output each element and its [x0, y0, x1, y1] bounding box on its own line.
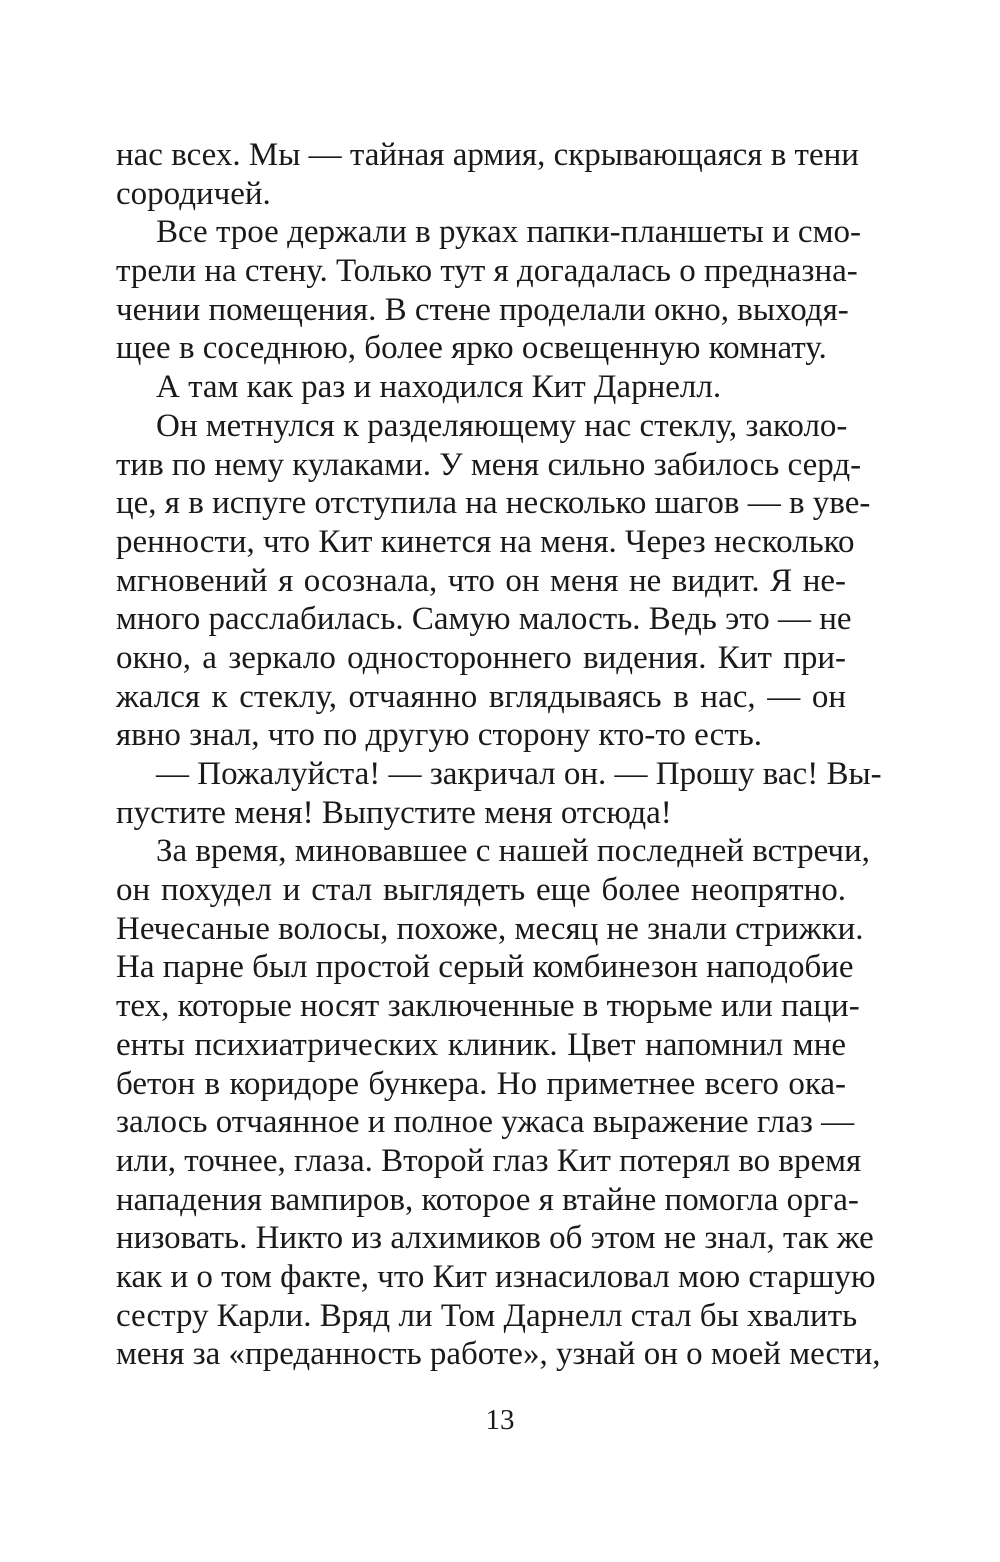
text-line: На парне был простой серый комбинезон наподобие: [116, 949, 854, 986]
text-line: он похудел и стал выглядеть еще более неопрятно.: [116, 872, 846, 909]
text-line: А там как раз и находился Кит Дарнелл.: [156, 369, 722, 406]
text-line: сородичей.: [116, 175, 271, 212]
text-line: явно знал, что по другую сторону кто-то есть.: [116, 717, 762, 754]
text-line: много расслабилась. Самую малость. Ведь это — не: [116, 601, 852, 638]
text-line: залось отчаянное и полное ужаса выражение глаз —: [116, 1104, 855, 1141]
text-line: це, я в испуге отступила на несколько шагов — в уве-: [116, 485, 871, 522]
text-line: нападения вампиров, которое я втайне помогла орга-: [116, 1181, 859, 1218]
text-line: меня за «преданность работе», узнай он о моей мести,: [116, 1336, 881, 1373]
text-line: тех, которые носят заключенные в тюрьме или паци-: [116, 988, 860, 1025]
text-line: бетон в коридоре бункера. Но приметнее всего ока-: [116, 1065, 846, 1102]
text-line: низовать. Никто из алхимиков об этом не знал, так же: [116, 1220, 874, 1257]
text-line: За время, миновавшее с нашей последней встречи,: [156, 833, 870, 870]
body-text: [116, 136, 882, 1374]
text-line: Нечесаные волосы, похоже, месяц не знали стрижки.: [116, 910, 864, 947]
text-line: трели на стену. Только тут я догадалась о предназна-: [116, 253, 858, 290]
text-line: чении помещения. В стене проделали окно, выходя-: [116, 291, 849, 328]
page-number: 13: [485, 1404, 515, 1436]
text-line: Он метнулся к разделяющему нас стеклу, заколо-: [156, 407, 848, 444]
text-line: нас всех. Мы — тайная армия, скрывающаяся в тени: [116, 137, 859, 173]
text-line: окно, а зеркало одностороннего видения. Кит при-: [116, 639, 846, 676]
text-line: или, точнее, глаза. Второй глаз Кит потерял во время: [116, 1142, 862, 1179]
text-line: мгновений я осознала, что он меня не видит. Я не-: [116, 562, 846, 599]
text-line: жался к стеклу, отчаянно вглядываясь в нас, — он: [116, 678, 846, 715]
text-line: сестру Карли. Вряд ли Том Дарнелл стал бы хвалить: [116, 1297, 858, 1334]
text-line: енты психиатрических клиник. Цвет напомнил мне: [116, 1026, 846, 1063]
text-line: тив по нему кулаками. У меня сильно забилось серд-: [116, 446, 862, 483]
text-line: — Пожалуйста! — закричал он. — Прошу вас! Вы-: [156, 756, 882, 792]
text-line: ренности, что Кит кинется на меня. Через несколько: [116, 523, 855, 560]
text-line: Все трое держали в руках папки-планшеты и смо-: [156, 214, 861, 251]
text-line: как и о том факте, что Кит изнасиловал мою старшую: [116, 1258, 876, 1295]
text-line: пустите меня! Выпустите меня отсюда!: [116, 794, 672, 831]
text-line: щее в соседнюю, более ярко освещенную комнату.: [116, 330, 827, 367]
